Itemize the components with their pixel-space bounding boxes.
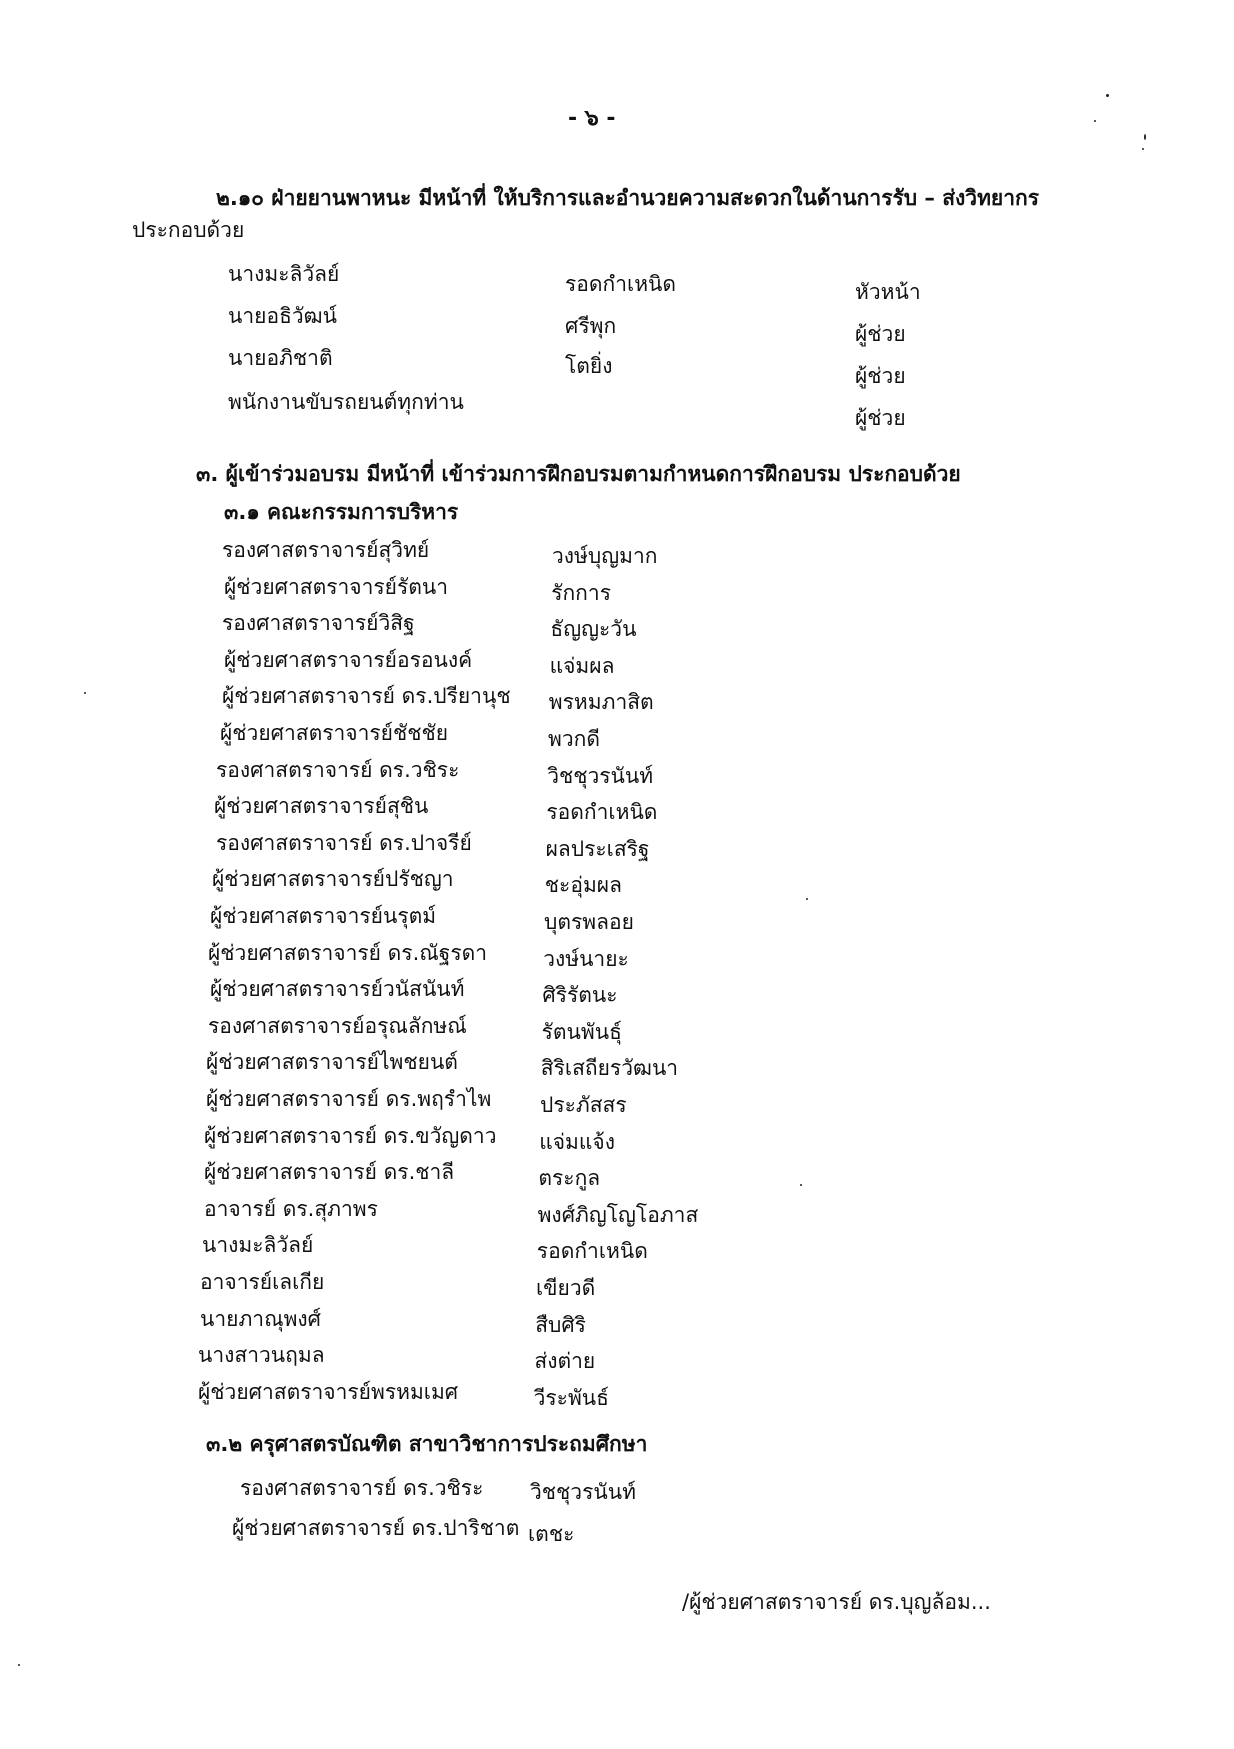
committee-member-name: นายภาณุพงศ์ (200, 1306, 321, 1331)
committee-member-name: ผู้ช่วยศาสตราจารย์สุชิน (214, 794, 429, 819)
committee-member-surname: พรหมภาสิต (548, 690, 654, 715)
s210-member-1-surname: ศรีพุก (565, 314, 617, 338)
s210-member-0-surname: รอดกำเหนิด (565, 272, 677, 296)
committee-member-name: ผู้ช่วยศาสตราจารย์ ดร.ขวัญดาว (204, 1123, 497, 1148)
s210-member-3-role: ผู้ช่วย (855, 406, 906, 430)
committee-member-name: นางมะลิวัลย์ (202, 1233, 314, 1258)
committee-member-name: ผู้ช่วยศาสตราจารย์ ดร.พฤรำไพ (206, 1087, 492, 1111)
committee-member-name: ผู้ช่วยศาสตราจารย์นรุตม์ (210, 904, 437, 928)
committee-member-name: ผู้ช่วยศาสตราจารย์ ดร.ปรียานุช (222, 684, 511, 709)
committee-member-surname: แจ่มผล (549, 653, 615, 678)
s210-member-0-role: หัวหน้า (855, 280, 921, 304)
scan-speck (18, 1664, 20, 1666)
committee-member-name: รองศาสตราจารย์วิสิฐ (222, 611, 415, 636)
committee-member-name: รองศาสตราจารย์สุวิทย์ (222, 538, 430, 562)
committee-member-surname: วงษ์บุญมาก (552, 544, 658, 568)
committee-member-surname: สิริเสถียรวัฒนา (540, 1056, 679, 1081)
committee-member-name: นางสาวนฤมล (198, 1343, 325, 1368)
committee-member-name: ผู้ช่วยศาสตราจารย์วนัสนันท์ (210, 977, 465, 1002)
section-2-10-heading (216, 188, 1039, 209)
committee-member-surname: ผลประเสริฐ (545, 836, 650, 861)
committee-member-name: รองศาสตราจารย์อรุณลักษณ์ (208, 1013, 467, 1038)
s32-member-0-surname: วิชชุวรนันท์ (530, 1480, 636, 1504)
committee-member-surname: รักการ (551, 580, 611, 605)
subsection-3-1-heading: ๓.๑ คณะกรรมการบริหาร (224, 500, 459, 524)
s210-member-2-role: ผู้ช่วย (855, 364, 906, 388)
committee-member-name: ผู้ช่วยศาสตราจารย์ไพชยนต์ (206, 1050, 458, 1075)
committee-member-surname: ส่งต่าย (534, 1349, 596, 1374)
scan-speck (1142, 148, 1144, 150)
section-2-10-heading-text: ๒.๑๐ ฝ่ายยานพาหนะ มีหน้าที่ ให้บริการและอำนวยความสะดวกในด้านการรับ – ส่งวิทยากร (216, 186, 1039, 210)
s32-member-1-name: ผู้ช่วยศาสตราจารย์ ดร.ปาริชาต (232, 1516, 520, 1540)
scan-speck (84, 692, 86, 694)
scan-speck (1106, 94, 1109, 97)
committee-member-name: ผู้ช่วยศาสตราจารย์ ดร.ณัฐรดา (208, 940, 488, 965)
committee-member-surname: พวกดี (548, 727, 600, 751)
committee-member-surname: ธัญญะวัน (550, 617, 637, 642)
subsection-3-2-heading: ๓.๒ ครุศาสตรบัณฑิต สาขาวิชาการประถมศึกษา (206, 1432, 648, 1456)
s210-member-1-role: ผู้ช่วย (855, 322, 906, 346)
committee-member-surname: สืบศิริ (535, 1312, 586, 1337)
scan-speck (1094, 120, 1096, 122)
section-3-heading (196, 464, 961, 485)
section-2-10-heading-cont: ประกอบด้วย (132, 218, 245, 242)
committee-member-name: รองศาสตราจารย์ ดร.วชิระ (216, 757, 460, 782)
committee-member-surname: ตระกูล (538, 1166, 601, 1191)
s210-member-0-name: นางมะลิวัลย์ (228, 262, 340, 286)
committee-member-surname: รอดกำเหนิด (546, 800, 658, 825)
scan-speck (800, 1184, 802, 1186)
committee-member-name: รองศาสตราจารย์ ดร.ปาจรีย์ (216, 830, 472, 855)
committee-member-surname: ประภัสสร (540, 1093, 627, 1117)
committee-member-surname: เขียวดี (536, 1276, 596, 1300)
committee-member-surname: แจ่มแจ้ง (539, 1129, 615, 1154)
committee-member-surname: บุตรพลอย (544, 910, 634, 934)
committee-member-name: ผู้ช่วยศาสตราจารย์รัตนา (224, 574, 449, 599)
committee-member-name: ผู้ช่วยศาสตราจารย์อรอนงค์ (224, 647, 473, 672)
section-3-heading-text: ๓. ผู้เข้าร่วมอบรม มีหน้าที่ เข้าร่วมการฝึกอบรมตามกำหนดการฝึกอบรม ประกอบด้วย (196, 462, 961, 486)
committee-member-surname: พงศ์ภิญโญโอภาส (537, 1202, 699, 1227)
committee-member-name: ผู้ช่วยศาสตราจารย์ชัชชัย (220, 721, 449, 745)
s210-member-3-name: พนักงานขับรถยนต์ทุกท่าน (228, 390, 464, 414)
s32-member-0-name: รองศาสตราจารย์ ดร.วชิระ (240, 1476, 484, 1500)
committee-member-name: อาจารย์ ดร.สุภาพร (204, 1196, 378, 1221)
committee-member-surname: วงษ์นายะ (543, 946, 629, 971)
s32-member-1-surname: เตชะ (528, 1522, 575, 1546)
committee-member-surname: วีระพันธ์ (533, 1385, 609, 1410)
committee-member-surname: ศิริรัตนะ (542, 983, 618, 1008)
committee-member-surname: รัตนพันธุ์ (541, 1019, 622, 1044)
committee-member-surname: รอดกำเหนิด (536, 1239, 648, 1264)
continuation-note: /ผู้ช่วยศาสตราจารย์ ดร.บุญล้อม... (682, 1590, 991, 1614)
committee-member-surname: วิชชุวรนันท์ (547, 763, 654, 788)
committee-member-name: ผู้ช่วยศาสตราจารย์ ดร.ชาลี (204, 1160, 455, 1185)
committee-member-name: ผู้ช่วยศาสตราจารย์ปรัชญา (212, 867, 454, 892)
s210-member-2-name: นายอภิชาติ (228, 346, 333, 370)
scan-speck (806, 898, 808, 900)
s210-member-2-surname: โตยิ่ง (565, 354, 613, 378)
committee-member-name: ผู้ช่วยศาสตราจารย์พรหมเมศ (198, 1379, 459, 1404)
scan-speck (1144, 134, 1146, 140)
page-number: - ๖ - (568, 106, 616, 131)
s210-member-1-name: นายอธิวัฒน์ (228, 304, 337, 328)
committee-member-name: อาจารย์เลเกีย (200, 1270, 325, 1294)
committee-member-surname: ชะอุ่มผล (544, 873, 622, 898)
